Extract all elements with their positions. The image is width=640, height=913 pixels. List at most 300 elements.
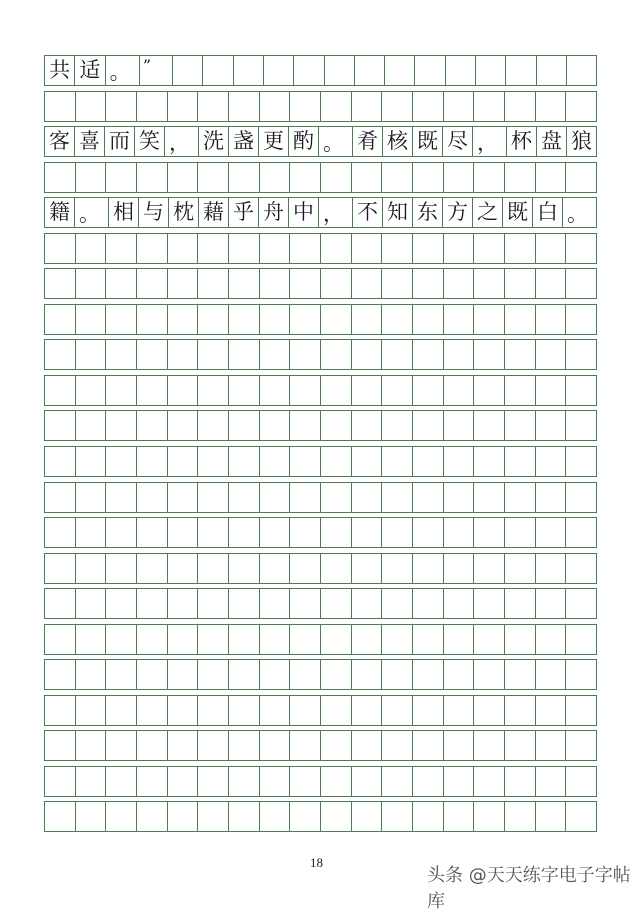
grid-cell [45, 589, 76, 618]
grid-cell [413, 163, 444, 192]
grid-cell [413, 767, 444, 796]
grid-cell [352, 483, 383, 512]
grid-cell [76, 305, 107, 334]
grid-cell [474, 411, 505, 440]
grid-cell [444, 518, 475, 547]
grid-cell [229, 92, 260, 121]
grid-cell [76, 163, 107, 192]
grid-cell [260, 447, 291, 476]
grid-cell: ， [319, 198, 353, 227]
grid-cell [168, 163, 199, 192]
grid-cell [536, 731, 567, 760]
grid-cell [168, 518, 199, 547]
grid-cell [536, 483, 567, 512]
grid-cell [444, 234, 475, 263]
watermark: 头条 @天天练字电子字帖库 [427, 865, 631, 912]
grid-cell [294, 56, 324, 85]
grid-cell [229, 696, 260, 725]
grid-cell [198, 411, 229, 440]
grid-cell [413, 340, 444, 369]
grid-cell [446, 56, 476, 85]
grid-cell [321, 376, 352, 405]
grid-cell [352, 731, 383, 760]
grid-cell: 。 [567, 202, 588, 227]
grid-cell [444, 376, 475, 405]
grid-cell: 更 [259, 127, 289, 156]
grid-cell [264, 56, 294, 85]
grid-cell [45, 411, 76, 440]
grid-cell [413, 625, 444, 654]
grid-cell [137, 589, 168, 618]
grid-cell [413, 305, 444, 334]
grid-cell [137, 767, 168, 796]
grid-row [44, 588, 597, 619]
grid-cell [229, 376, 260, 405]
grid-cell: 笑 [135, 127, 165, 156]
grid-cell [198, 305, 229, 334]
grid-row [44, 162, 597, 193]
grid-cell [382, 589, 413, 618]
grid-cell [45, 340, 76, 369]
grid-cell [76, 376, 107, 405]
grid-cell [290, 696, 321, 725]
grid-cell [106, 376, 137, 405]
grid-cell [321, 340, 352, 369]
grid-cell [352, 376, 383, 405]
grid-cell [413, 731, 444, 760]
grid-cell [137, 269, 168, 298]
grid-cell [321, 518, 352, 547]
grid-row [44, 659, 597, 690]
grid-row [44, 233, 597, 264]
grid-row [44, 517, 597, 548]
grid-cell [536, 269, 567, 298]
grid-cell: 。 [75, 198, 109, 227]
grid-cell [168, 767, 199, 796]
grid-cell [505, 305, 536, 334]
grid-cell [76, 554, 107, 583]
grid-cell [260, 483, 291, 512]
grid-cell [260, 660, 291, 689]
grid-cell [76, 269, 107, 298]
grid-cell [106, 305, 137, 334]
grid-cell [566, 234, 596, 263]
grid-cell [290, 269, 321, 298]
grid-cell: 杯 [507, 127, 537, 156]
grid-cell [566, 802, 596, 831]
grid-cell [474, 802, 505, 831]
grid-cell [45, 163, 76, 192]
grid-cell: 舟 [259, 198, 289, 227]
grid-cell [198, 163, 229, 192]
grid-cell [352, 696, 383, 725]
grid-cell [229, 340, 260, 369]
grid-cell [290, 802, 321, 831]
grid-cell [137, 518, 168, 547]
grid-cell [198, 731, 229, 760]
grid-cell [260, 767, 291, 796]
grid-cell [168, 92, 199, 121]
grid-cell [476, 56, 506, 85]
grid-cell [566, 518, 596, 547]
grid-cell: ， [165, 127, 199, 156]
grid-cell [505, 625, 536, 654]
grid-cell [229, 163, 260, 192]
grid-cell [505, 234, 536, 263]
grid-cell [106, 411, 137, 440]
grid-cell [444, 589, 475, 618]
grid-cell [352, 92, 383, 121]
grid-cell [290, 554, 321, 583]
grid-cell [137, 92, 168, 121]
grid-cell [290, 625, 321, 654]
grid-cell [168, 447, 199, 476]
grid-cell [106, 518, 137, 547]
grid-cell [382, 731, 413, 760]
grid-cell: 相 [109, 198, 139, 227]
grid-cell: 共 [45, 56, 75, 85]
grid-cell [137, 731, 168, 760]
grid-cell [444, 269, 475, 298]
grid-cell [566, 731, 596, 760]
grid-cell [45, 554, 76, 583]
grid-cell [198, 447, 229, 476]
grid-cell [566, 589, 596, 618]
grid-row [44, 695, 597, 726]
grid-cell [260, 802, 291, 831]
grid-cell [45, 518, 76, 547]
grid-cell [45, 731, 76, 760]
grid-cell [260, 554, 291, 583]
grid-cell [137, 625, 168, 654]
grid-cell [76, 447, 107, 476]
grid-cell [474, 767, 505, 796]
grid-cell [106, 660, 137, 689]
grid-cell [474, 376, 505, 405]
grid-cell: 而 [105, 127, 135, 156]
grid-row [44, 766, 597, 797]
grid-cell [198, 802, 229, 831]
grid-cell: 既 [503, 198, 533, 227]
grid-cell [444, 483, 475, 512]
grid-cell [106, 447, 137, 476]
grid-row [44, 730, 597, 761]
grid-cell [413, 589, 444, 618]
grid-cell [290, 305, 321, 334]
grid-cell [106, 234, 137, 263]
grid-cell [229, 731, 260, 760]
grid-cell [325, 56, 355, 85]
grid-cell [260, 92, 291, 121]
grid-cell [229, 802, 260, 831]
grid-cell [45, 483, 76, 512]
grid-cell: 方 [443, 198, 473, 227]
grid-cell: 洗 [199, 127, 229, 156]
grid-cell [260, 234, 291, 263]
grid-cell [444, 92, 475, 121]
grid-cell: 藉 [199, 198, 229, 227]
grid-cell [321, 411, 352, 440]
grid-cell [474, 483, 505, 512]
grid-cell [229, 767, 260, 796]
grid-cell [536, 340, 567, 369]
grid-cell [505, 411, 536, 440]
grid-cell [76, 625, 107, 654]
grid-cell [382, 625, 413, 654]
grid-cell [76, 518, 107, 547]
grid-cell [566, 163, 596, 192]
grid-row [44, 801, 597, 832]
grid-cell [355, 56, 385, 85]
grid-cell: 酌 [289, 127, 319, 156]
grid-cell [413, 447, 444, 476]
grid-cell [505, 767, 536, 796]
grid-cell [106, 163, 137, 192]
grid-cell [352, 518, 383, 547]
grid-cell [137, 483, 168, 512]
grid-cell [413, 483, 444, 512]
grid-cell [382, 92, 413, 121]
grid-cell [444, 660, 475, 689]
grid-cell [352, 447, 383, 476]
grid-cell [198, 696, 229, 725]
grid-cell: 东 [413, 198, 443, 227]
grid-cell [198, 660, 229, 689]
grid-cell [321, 234, 352, 263]
grid-cell [198, 340, 229, 369]
grid-cell [382, 554, 413, 583]
grid-cell [106, 92, 137, 121]
grid-cell: 与 [139, 198, 169, 227]
grid-cell [106, 483, 137, 512]
grid-cell [444, 411, 475, 440]
grid-row [44, 553, 597, 584]
grid-cell [505, 447, 536, 476]
grid-cell [382, 163, 413, 192]
grid-cell [106, 554, 137, 583]
grid-cell [474, 269, 505, 298]
grid-cell [506, 56, 536, 85]
grid-cell [566, 269, 596, 298]
grid-row [44, 197, 597, 228]
grid-cell [536, 802, 567, 831]
grid-cell [536, 92, 567, 121]
grid-cell [505, 92, 536, 121]
grid-cell [474, 589, 505, 618]
grid-cell [137, 696, 168, 725]
grid-cell [168, 376, 199, 405]
grid-cell [444, 447, 475, 476]
grid-cell [566, 411, 596, 440]
grid-cell [536, 447, 567, 476]
grid-cell [382, 305, 413, 334]
grid-cell [137, 340, 168, 369]
grid-cell [45, 767, 76, 796]
grid-cell [444, 554, 475, 583]
grid-cell [168, 483, 199, 512]
grid-cell: 之 [473, 198, 503, 227]
grid-cell [198, 589, 229, 618]
grid-cell [45, 447, 76, 476]
grid-row [44, 126, 597, 157]
grid-cell: ， [473, 127, 507, 156]
grid-cell [536, 696, 567, 725]
grid-cell [413, 234, 444, 263]
grid-cell [505, 802, 536, 831]
grid-cell [444, 340, 475, 369]
grid-cell [536, 518, 567, 547]
grid-cell [352, 802, 383, 831]
grid-cell [229, 554, 260, 583]
grid-cell: 客 [45, 127, 75, 156]
grid-cell [137, 234, 168, 263]
grid-cell [198, 625, 229, 654]
grid-cell [290, 518, 321, 547]
grid-cell [198, 234, 229, 263]
grid-cell [413, 660, 444, 689]
grid-row [44, 339, 597, 370]
grid-cell [382, 411, 413, 440]
grid-cell [168, 625, 199, 654]
grid-cell [382, 767, 413, 796]
grid-cell [198, 483, 229, 512]
grid-cell [536, 163, 567, 192]
grid-cell [260, 376, 291, 405]
grid-cell [45, 92, 76, 121]
grid-cell [290, 483, 321, 512]
grid-cell [566, 554, 596, 583]
grid-cell [321, 554, 352, 583]
grid-cell [76, 340, 107, 369]
grid-cell [290, 660, 321, 689]
grid-cell [137, 411, 168, 440]
grid-cell [352, 554, 383, 583]
grid-cell [536, 625, 567, 654]
grid-cell [290, 767, 321, 796]
grid-cell [536, 234, 567, 263]
grid-cell [413, 411, 444, 440]
grid-cell [45, 376, 76, 405]
grid-cell [536, 411, 567, 440]
grid-cell [137, 802, 168, 831]
grid-cell [45, 234, 76, 263]
grid-cell [474, 340, 505, 369]
grid-cell [198, 767, 229, 796]
grid-cell [260, 305, 291, 334]
grid-cell [505, 163, 536, 192]
grid-cell [76, 483, 107, 512]
grid-cell [168, 269, 199, 298]
grid-cell [321, 163, 352, 192]
grid-cell [444, 625, 475, 654]
grid-cell [106, 802, 137, 831]
grid-cell [234, 56, 264, 85]
grid-cell [45, 269, 76, 298]
grid-cell [290, 411, 321, 440]
grid-cell [566, 696, 596, 725]
grid-cell [566, 447, 596, 476]
grid-cell [566, 625, 596, 654]
grid-cell [382, 447, 413, 476]
grid-cell [505, 589, 536, 618]
grid-cell [45, 625, 76, 654]
grid-cell [168, 589, 199, 618]
grid-cell [505, 376, 536, 405]
grid-cell [229, 518, 260, 547]
grid-cell [229, 625, 260, 654]
grid-cell: 喜 [75, 127, 105, 156]
grid-cell [198, 554, 229, 583]
grid-cell [536, 376, 567, 405]
grid-cell [45, 305, 76, 334]
grid-cell [352, 767, 383, 796]
grid-cell [321, 305, 352, 334]
grid-cell [260, 731, 291, 760]
grid-cell [229, 305, 260, 334]
grid-cell: 肴 [353, 127, 383, 156]
grid-cell [106, 696, 137, 725]
grid-cell [76, 802, 107, 831]
grid-cell [536, 305, 567, 334]
grid-cell [260, 269, 291, 298]
grid-cell [474, 234, 505, 263]
grid-cell [413, 269, 444, 298]
grid-cell [290, 731, 321, 760]
grid-cell: 既 [413, 127, 443, 156]
grid-cell [474, 447, 505, 476]
grid-cell [382, 660, 413, 689]
grid-cell: 枕 [169, 198, 199, 227]
grid-cell [537, 56, 567, 85]
grid-cell [415, 56, 445, 85]
grid-cell [198, 269, 229, 298]
grid-cell [106, 340, 137, 369]
grid-cell [290, 340, 321, 369]
grid-cell [444, 802, 475, 831]
grid-cell [536, 660, 567, 689]
grid-cell [474, 696, 505, 725]
grid-cell [198, 518, 229, 547]
grid-cell [260, 518, 291, 547]
grid-cell [229, 589, 260, 618]
grid-row [44, 410, 597, 441]
grid-cell [566, 305, 596, 334]
grid-cell [321, 802, 352, 831]
grid-cell [198, 92, 229, 121]
grid-cell [260, 589, 291, 618]
grid-cell: 盏 [229, 127, 259, 156]
grid-cell [321, 447, 352, 476]
grid-cell [385, 56, 415, 85]
grid-row [44, 482, 597, 513]
grid-cell [229, 483, 260, 512]
grid-cell [203, 56, 233, 85]
grid-cell [106, 269, 137, 298]
grid-cell: 。 [106, 56, 140, 85]
grid-cell [566, 340, 596, 369]
grid-cell [566, 483, 596, 512]
grid-cell [505, 483, 536, 512]
grid-cell [413, 92, 444, 121]
grid-cell: 籍 [45, 198, 75, 227]
grid-cell [444, 767, 475, 796]
page-number: 18 [310, 855, 323, 870]
grid-cell [168, 305, 199, 334]
grid-cell [173, 56, 203, 85]
grid-cell [352, 269, 383, 298]
grid-cell [260, 340, 291, 369]
grid-row [44, 304, 597, 335]
